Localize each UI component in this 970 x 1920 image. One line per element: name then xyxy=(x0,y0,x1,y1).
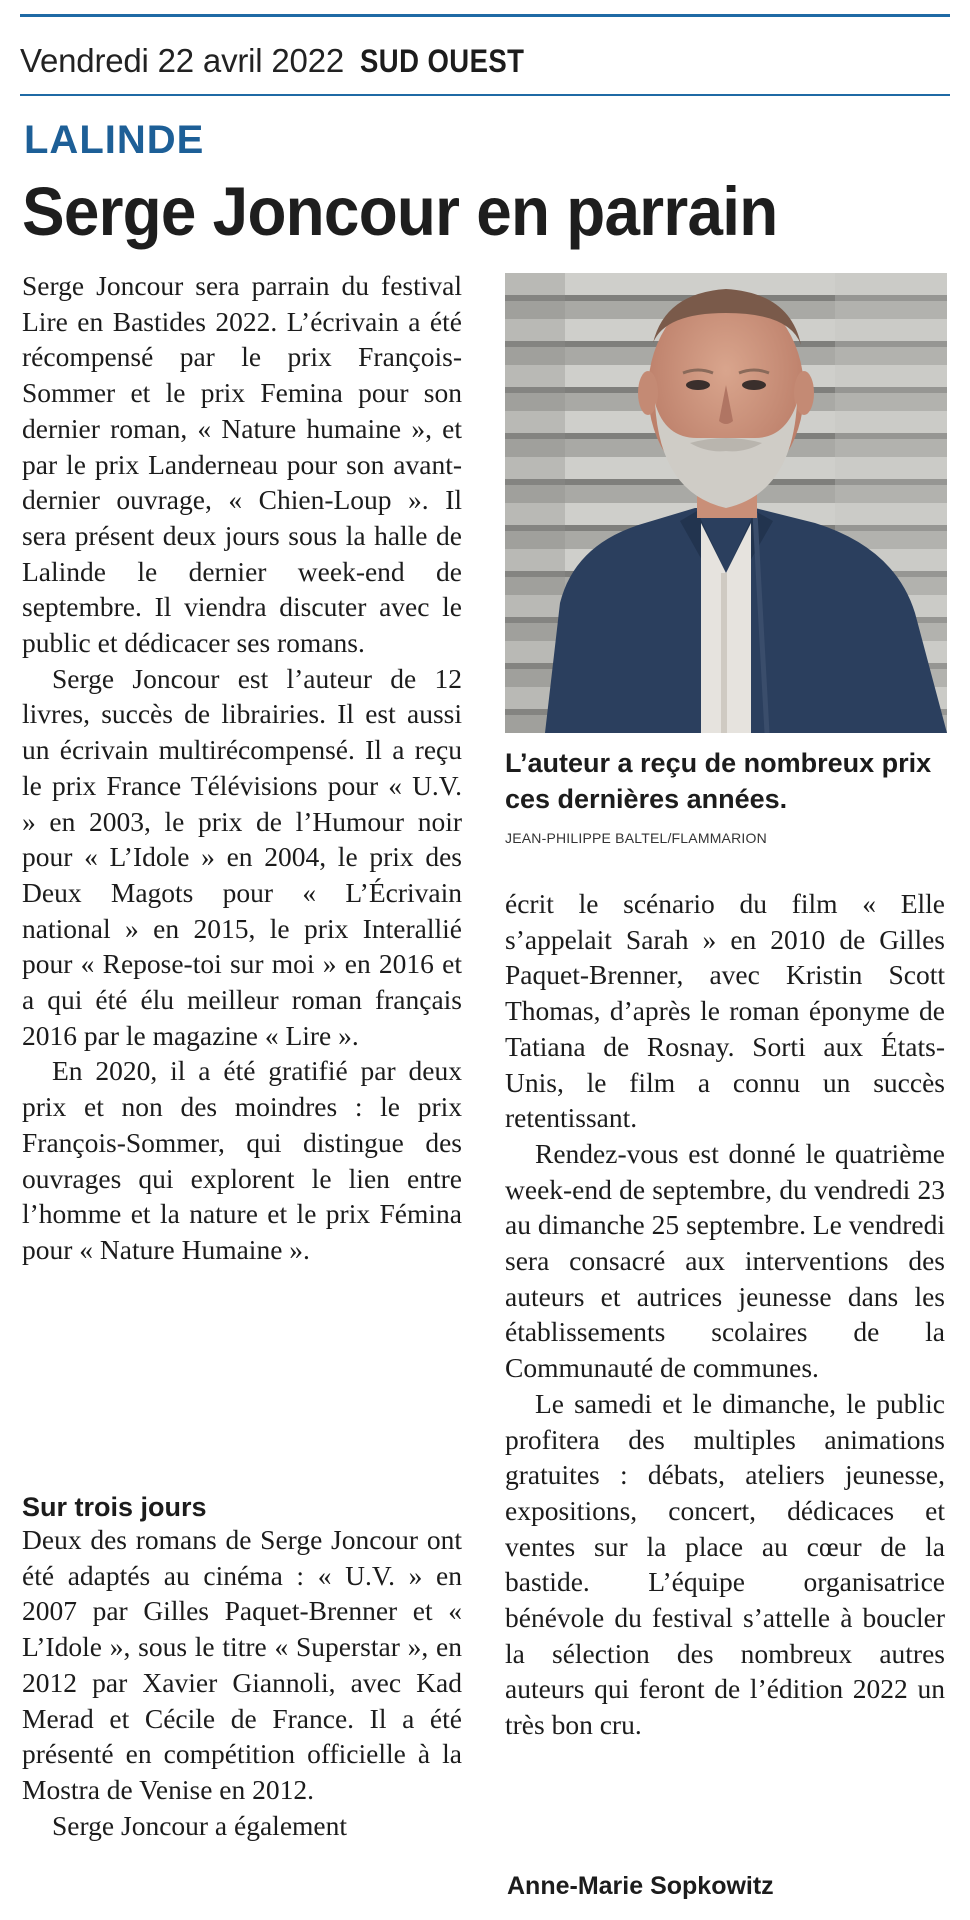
photo-credit: JEAN-PHILIPPE BALTEL/FLAMMARION xyxy=(505,830,767,846)
issue-date: Vendredi 22 avril 2022 xyxy=(20,42,345,79)
author-byline: Anne-Marie Sopkowitz xyxy=(507,1872,774,1900)
article-headline: Serge Joncour en parrain xyxy=(22,173,778,250)
paragraph: Serge Joncour a également xyxy=(52,1809,348,1841)
paragraph: Serge Joncour est l’auteur de 12 livres, succès de librairies. Il est aussi un écrivain multirécompensé. Il a reçu le prix France Télévisions pour « U.V. » en 2003, le prix de l’Humour noir pour « L’Idole » en 2004, le prix des Deux Magots pour « L’Écrivain national » en 2015, le prix Interallié pour « Repose-toi sur moi » en 2016 et a qui été élu meilleur roman français 2016 par le magazine « Lire ». xyxy=(22,662,462,1051)
article-column-1-continued xyxy=(22,1522,462,1843)
photo-caption: L’auteur a reçu de nombreux prix ces dernières années. xyxy=(505,748,932,814)
paragraph: Serge Joncour sera parrain du festival Lire en Bastides 2022. L’écrivain a été récompensé par le prix François-Sommer et le prix Femina pour son dernier roman, « Nature humaine », et par le prix Landerneau pour son avant-dernier ouvrage, « Chien-Loup ». Il sera présent deux jours sous la halle de Lalinde le dernier week-end de septembre. Il viendra discuter avec le public et dédicacer ses romans. xyxy=(22,270,462,659)
page-header xyxy=(20,36,551,86)
paragraph: En 2020, il a été gratifié par deux prix et non des moindres : le prix François-Sommer, qui distingue des ouvrages qui explorent le lien entre l’homme et la nature et le prix Fémina pour « Nature Humaine ». xyxy=(22,1055,462,1265)
header-rule xyxy=(20,94,950,96)
section-label: LALINDE xyxy=(24,118,205,162)
subheading: Sur trois jours xyxy=(22,1492,207,1522)
author-portrait-illustration xyxy=(505,273,947,733)
paragraph: Le samedi et le dimanche, le public profitera des multiples animations gratuites : débats, ateliers jeunesse, expositions, concert, dédicaces et ventes sur la place au cœur de la bastide. L’équipe organisatrice bénévole du festival s’attelle à boucler la sélection des nombreux autres auteurs qui feront de l’édition 2022 un très bon cru. xyxy=(505,1387,945,1741)
newspaper-name: SUD OUEST xyxy=(360,42,525,79)
paragraph: Rendez-vous est donné le quatrième week-end de septembre, du vendredi 23 au dimanche 25 septembre. Le vendredi sera consacré aux interventions des auteurs et autrices jeunesse dans les établissements scolaires de la Communauté de communes. xyxy=(505,1137,945,1384)
article-column-1 xyxy=(22,268,462,1268)
article-column-2 xyxy=(505,886,945,1743)
paragraph: écrit le scénario du film « Elle s’appelait Sarah » en 2010 de Gilles Paquet-Brenner, avec Kristin Scott Thomas, d’après le roman éponyme de Tatiana de Rosnay. Sorti aux États-Unis, le film a connu un succès retentissant. xyxy=(505,888,945,1134)
top-rule xyxy=(20,14,950,17)
paragraph: Deux des romans de Serge Joncour ont été adaptés au cinéma : « U.V. » en 2007 par Gilles Paquet-Brenner et « L’Idole », sous le titre « Superstar », en 2012 par Xavier Giannoli, avec Kad Merad et Cécile de France. Il a été présenté en compétition officielle à la Mostra de Venise en 2012. xyxy=(22,1524,462,1805)
author-photo xyxy=(505,273,947,733)
